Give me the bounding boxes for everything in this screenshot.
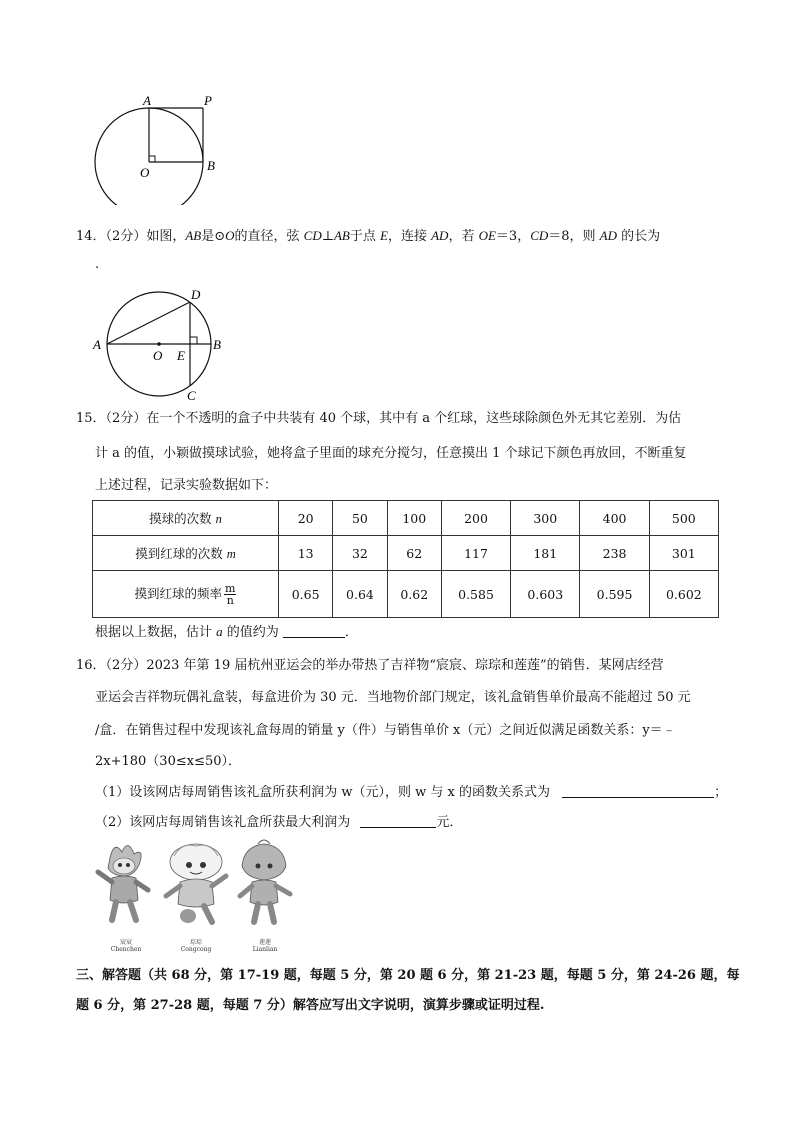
q14-t1: AB bbox=[185, 228, 202, 243]
table-cell: 13 bbox=[279, 536, 333, 571]
q14-t17: AD bbox=[599, 228, 618, 243]
q14-text bbox=[76, 227, 660, 246]
q15-number: 15．（2分） bbox=[76, 411, 147, 426]
q15-conclusion-post: 的值约为 bbox=[222, 625, 279, 640]
q14-t5: CD bbox=[303, 228, 322, 243]
mascot-en-1: Chenchen bbox=[110, 946, 142, 953]
q14-t3: O bbox=[225, 228, 235, 243]
frac-den: n bbox=[226, 593, 234, 607]
q16-line3: /盒．在销售过程中发现该礼盒每周的销量 y（件）与销售单价 x（元）之间近似满足函数关系：y＝﹣ bbox=[95, 723, 676, 738]
q14-t18: 的长为 bbox=[617, 229, 661, 244]
q14-t15: CD bbox=[530, 228, 549, 243]
q16-text1: 2023 年第 19 届杭州亚运会的举办带热了吉祥物“宸宸、琮琮和莲莲”的销售．某网店经营 bbox=[146, 658, 664, 673]
q16-line2: 亚运会吉祥物玩偶礼盒装，每盒进价为 30 元．当地物价部门规定，该礼盒销售单价最高不能超过 50 元 bbox=[95, 690, 691, 705]
q15-text1: 在一个不透明的盒子中共装有 40 个球，其中有 a 个红球，这些球除颜色外无其它差别．为估 bbox=[146, 411, 682, 426]
center-dot bbox=[157, 342, 161, 346]
table-cell: 500 bbox=[649, 501, 718, 536]
q14-t16: ＝8，则 bbox=[548, 229, 600, 244]
q14-t12: ，若 bbox=[448, 229, 479, 244]
q14-t8: 于点 bbox=[349, 229, 380, 244]
table-cell: 20 bbox=[279, 501, 333, 536]
row2-var: m bbox=[226, 547, 236, 561]
mascot-en-3: Lianlian bbox=[252, 946, 278, 953]
experiment-table bbox=[92, 500, 719, 618]
label-a: A bbox=[143, 93, 151, 108]
q14-t2: 是⊙ bbox=[201, 229, 226, 244]
frac-num: m bbox=[225, 581, 236, 595]
table-row bbox=[93, 571, 719, 618]
answer-blank-q15[interactable] bbox=[283, 623, 345, 638]
q16-sub2-end: 元． bbox=[436, 815, 463, 830]
table-row bbox=[93, 536, 719, 571]
q14-number: 14．（2分） bbox=[76, 229, 147, 244]
q14-end: . bbox=[95, 257, 100, 272]
answer-blank-q16-1[interactable] bbox=[562, 783, 714, 798]
table-cell: 100 bbox=[387, 501, 441, 536]
table-cell: 300 bbox=[511, 501, 580, 536]
segment-ad bbox=[107, 302, 190, 344]
mascot-caption-2 bbox=[171, 939, 221, 953]
table-cell: 0.603 bbox=[511, 571, 580, 618]
q14-t6: ⊥ bbox=[321, 229, 334, 244]
label-e: E bbox=[177, 348, 185, 363]
row2-label: 摸到红球的次数 bbox=[135, 546, 223, 561]
table-cell: 200 bbox=[441, 501, 510, 536]
q14-t14: ＝3， bbox=[495, 229, 531, 244]
q16-sub2-text: （2）该网店每周销售该礼盒所获最大利润为 bbox=[95, 815, 351, 830]
mascot-name-2: 琮琮 bbox=[189, 939, 202, 946]
table-cell: 0.64 bbox=[333, 571, 387, 618]
mascot-name-1: 宸宸 bbox=[119, 939, 132, 946]
label-b: B bbox=[213, 337, 221, 352]
label-o: O bbox=[153, 348, 163, 363]
table-header-cell bbox=[93, 501, 279, 536]
q15-line1 bbox=[76, 410, 681, 428]
q16-line1 bbox=[76, 657, 664, 675]
q15-line2: 计 a 的值，小颖做摸球试验，她将盒子里面的球充分搅匀，任意摸出 1 个球记下颜色再放回，不断重复 bbox=[95, 446, 687, 461]
table-cell: 50 bbox=[333, 501, 387, 536]
mascot-caption-3 bbox=[240, 939, 290, 953]
table-cell: 32 bbox=[333, 536, 387, 571]
table-cell: 62 bbox=[387, 536, 441, 571]
label-a: A bbox=[93, 337, 101, 352]
mascot-en-2: Congcong bbox=[180, 946, 212, 953]
right-angle-mark bbox=[190, 337, 197, 344]
table-cell: 0.62 bbox=[387, 571, 441, 618]
table-cell: 0.602 bbox=[649, 571, 718, 618]
label-b: B bbox=[207, 158, 215, 173]
table-cell: 0.585 bbox=[441, 571, 510, 618]
q14-t10: ，连接 bbox=[387, 229, 432, 244]
q16-sub1-text: （1）设该网店每周销售该礼盒所获利润为 w（元），则 w 与 x 的函数关系式为 bbox=[95, 785, 551, 800]
table-cell: 0.595 bbox=[580, 571, 649, 618]
q14-t4: 的直径，弦 bbox=[234, 229, 304, 244]
figure-q14 bbox=[88, 282, 238, 404]
q16-sub2 bbox=[95, 813, 462, 832]
table-cell: 0.65 bbox=[279, 571, 333, 618]
q16-sub1 bbox=[95, 783, 727, 802]
table-cell: 301 bbox=[649, 536, 718, 571]
section3-line1: 三、解答题（共 68 分，第 17-19 题，每题 5 分，第 20 题 6 分，第 21-23 题，每题 5 分，第 24-26 题，每 bbox=[76, 968, 740, 983]
q15-conclusion-pre: 根据以上数据，估计 bbox=[95, 625, 217, 640]
q14-t9: E bbox=[380, 228, 388, 243]
table-header-cell bbox=[93, 536, 279, 571]
table-row bbox=[93, 501, 719, 536]
mascot-name-3: 莲莲 bbox=[258, 939, 271, 946]
q16-sub1-end: ； bbox=[714, 785, 728, 800]
mascots-image bbox=[92, 838, 307, 943]
q15-conclusion-end: ． bbox=[344, 625, 358, 640]
row1-var: n bbox=[215, 512, 222, 526]
label-p: P bbox=[204, 93, 212, 108]
q15-conclusion-var: a bbox=[216, 624, 223, 639]
table-cell: 181 bbox=[511, 536, 580, 571]
row3-label: 摸到红球的频率 bbox=[134, 585, 223, 601]
right-angle-mark bbox=[149, 156, 155, 162]
label-c: C bbox=[187, 388, 196, 403]
q15-line3: 上述过程，记录实验数据如下： bbox=[95, 478, 278, 493]
label-d: D bbox=[191, 287, 201, 302]
row1-label: 摸球的次数 bbox=[149, 511, 212, 526]
q14-t11: AD bbox=[431, 228, 449, 243]
mascot-chenchen bbox=[98, 845, 148, 920]
q16-line4: 2x+180（30≤x≤50）． bbox=[95, 754, 242, 769]
fraction-m-over-n bbox=[224, 583, 236, 606]
q14-t13: OE bbox=[478, 228, 496, 243]
mascot-congcong bbox=[166, 844, 226, 923]
table-cell: 117 bbox=[441, 536, 510, 571]
table-cell: 238 bbox=[580, 536, 649, 571]
mascot-lianlian bbox=[240, 840, 290, 922]
mascot-caption-1 bbox=[101, 939, 151, 953]
table-cell: 400 bbox=[580, 501, 649, 536]
figure-q13 bbox=[85, 90, 235, 205]
q15-conclusion bbox=[95, 623, 358, 642]
q14-t0: 如图， bbox=[146, 229, 186, 244]
table-header-cell bbox=[93, 571, 279, 618]
q16-number: 16．（2分） bbox=[76, 658, 147, 673]
label-o: O bbox=[140, 165, 150, 180]
answer-blank-q16-2[interactable] bbox=[360, 813, 436, 828]
section3-line2: 题 6 分，第 27-28 题，每题 7 分）解答应写出文字说明，演算步骤或证明过程. bbox=[76, 998, 545, 1013]
q14-t7: AB bbox=[333, 228, 350, 243]
